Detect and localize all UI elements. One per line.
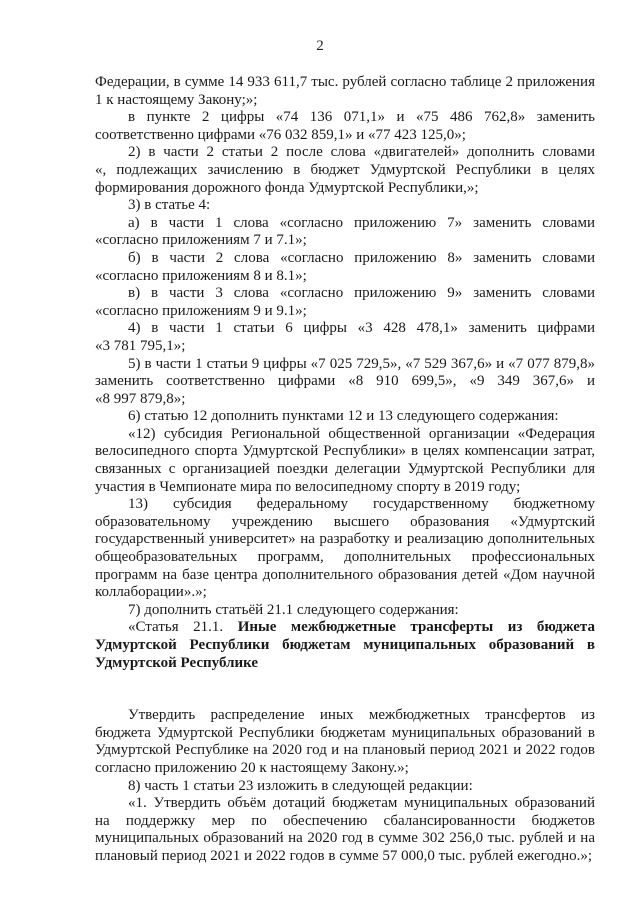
text-line: образовательному учреждению высшего образования «Удмуртский [95,513,595,530]
text-line: «согласно приложениям 8 и 8.1»; [95,267,307,284]
text-line [95,619,595,637]
text-line: велосипедного спорта Удмуртской Республики» в целях компенсации затрат, [95,443,595,460]
page-number: 2 [316,38,324,54]
text-line: «1. Утвердить объём дотаций бюджетам муниципальных образований [128,795,595,812]
text-line: государственный университет» на разработку и реализацию дополнительных [95,531,595,548]
text-line: соответственно цифрами «76 032 859,1» и «77 423 125,0»; [95,126,466,143]
text-line: общеобразовательных программ, дополнительных профессиональных [95,549,595,566]
text-line: «согласно приложениям 9 и 9.1»; [95,302,307,319]
text-line: Удмуртской Республики бюджетам муниципальных образований в [95,637,595,653]
text-line: 6) статью 12 дополнить пунктами 12 и 13 следующего содержания: [128,408,559,425]
text-line: согласно приложению 20 к настоящему Закону.»; [95,759,409,776]
text-line: связанных с организацией поездки делегации Удмуртской Республики для [95,461,595,478]
text-line: 2) в части 2 статьи 2 после слова «двигателей» дополнить словами [128,144,595,161]
text-line: б) в части 2 слова «согласно приложению 8» заменить словами [128,249,595,266]
text-segment: «Статья 21.1. [128,619,238,636]
text-line: коллаборации».»; [95,584,207,601]
text-line: «3 781 795,1»; [95,337,186,354]
text-line: Утвердить распределение иных межбюджетных трансфертов из [128,707,595,724]
text-line: формирования дорожного фонда Удмуртской Республики,»; [95,179,479,196]
text-line: 5) в части 1 статьи 9 цифры «7 025 729,5», «7 529 367,6» и «7 077 879,8» [128,355,595,372]
text-line: а) в части 1 слова «согласно приложению 7» заменить словами [128,214,595,231]
text-line: бюджета Удмуртской Республики бюджетам муниципальных образований в [95,724,595,741]
text-line: Федерации, в сумме 14 933 611,7 тыс. рублей согласно таблице 2 приложения [95,74,595,90]
text-line: «12) субсидия Региональной общественной организации «Федерация [128,425,595,442]
article-heading-bold: Иные межбюджетные трансферты из бюджета [237,619,595,636]
document-body [95,74,595,866]
text-line: Удмуртской Республике [95,654,259,671]
text-line: «согласно приложениям 7 и 7.1»; [95,232,307,249]
text-line: муниципальных образований на 2020 год в сумме 302 256,0 тыс. рублей и на [95,830,595,847]
text-line: 4) в части 1 статьи 6 цифры «3 428 478,1» заменить цифрами [128,320,595,337]
text-line: в) в части 3 слова «согласно приложению 9» заменить словами [128,285,595,302]
text-line: Удмуртской Республике на 2020 год и на плановый период 2021 и 2022 годов [95,742,595,759]
blank-line [95,672,595,707]
text-line: 3) в статье 4: [128,197,211,214]
text-line: «8 997 879,8»; [95,390,186,407]
text-line: заменить соответственно цифрами «8 910 699,5», «9 349 367,6» и [95,373,595,390]
text-line: «, подлежащих зачислению в бюджет Удмуртской Республики в целях [95,161,595,178]
text-line: участия в Чемпионате мира по велосипедному спорту в 2019 году; [95,478,521,495]
text-line: 13) субсидия федеральному государственному бюджетному [128,496,595,513]
text-line: 1 к настоящему Закону;»; [95,91,258,108]
text-line: в пункте 2 цифры «74 136 071,1» и «75 486 762,8» заменить [128,109,595,126]
text-line: плановый период 2021 и 2022 годов в сумме 57 000,0 тыс. рублей ежегодно.»; [95,847,593,864]
text-line: 7) дополнить статьёй 21.1 следующего содержания: [128,601,459,618]
text-line: программ на базе центра дополнительного образования детей «Дом научной [95,566,595,583]
text-line: 8) часть 1 статьи 23 изложить в следующей редакции: [128,777,473,794]
text-line: на поддержку мер по обеспечению сбалансированности бюджетов [95,812,595,829]
